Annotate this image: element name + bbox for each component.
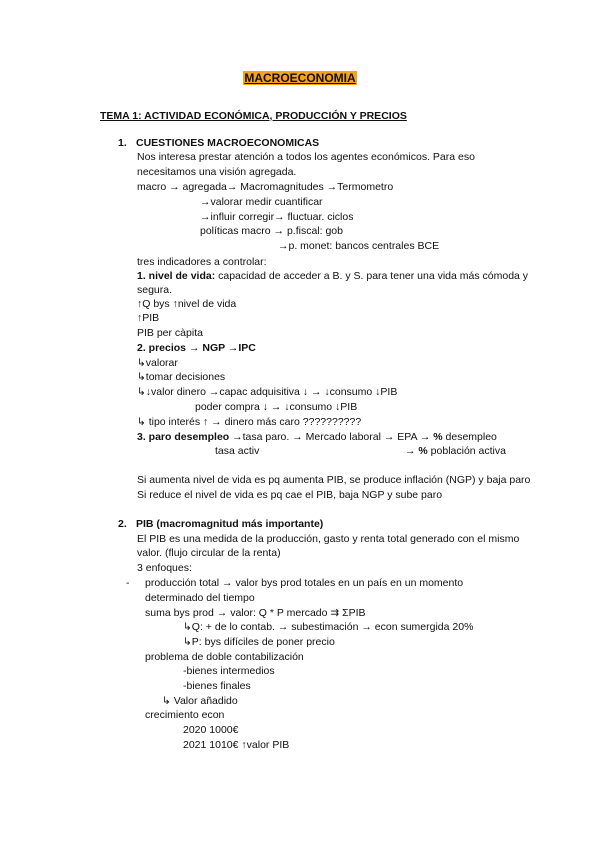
s2-q-contab: ↳Q: + de lo contab. → subestimación → econ sumergida 20% <box>183 621 474 633</box>
s1-macro-chain: macro → agregada→ Macromagnitudes →Termometro <box>137 181 394 193</box>
s1-intro-line-1: Nos interesa prestar atención a todos los agentes económicos. Para eso <box>137 151 475 163</box>
s2-def-line-1: El PIB es una medida de la producción, gasto y renta total generado con el mismo <box>137 533 520 545</box>
s1-up-pib: ↑PIB <box>137 312 160 324</box>
s2-def-line-2: valor. (flujo circular de la renta) <box>137 547 281 559</box>
s1-politicas: políticas macro → p.fiscal: gob <box>200 225 343 237</box>
s2-valor-anadido: ↳ Valor añadido <box>162 695 238 707</box>
poblacion-pct: % <box>418 445 428 457</box>
s1-nivel-vida <box>137 269 528 283</box>
s2-prod-total: producción total → valor bys prod totales en un país en un momento <box>145 577 464 589</box>
nivel-vida-label: 1. nivel de vida: <box>137 270 216 282</box>
s2-intermedios: -bienes intermedios <box>183 665 275 677</box>
s1-segura: segura. <box>137 284 173 296</box>
s1-tasa-activ: tasa activ <box>215 445 260 457</box>
s2-suma: suma bys prod → valor: Q * P mercado ⇉ ΣPIB <box>145 607 366 619</box>
section-2-number: 2. <box>118 518 127 530</box>
paro-label: 3. paro desempleo <box>137 431 230 443</box>
s2-dash: - <box>126 577 130 589</box>
s1-precios: 2. precios → NGP →IPC <box>137 342 256 354</box>
s1-q-bys: ↑Q bys ↑nivel de vida <box>137 298 237 310</box>
s2-crecimiento: crecimiento econ <box>145 709 225 721</box>
s1-pib-per-capita: PIB per càpita <box>137 327 203 339</box>
s1-tomar-decisiones: ↳tomar decisiones <box>137 371 226 383</box>
nivel-vida-text: capacidad de acceder a B. y S. para tener una vida más cómoda y <box>215 270 529 282</box>
s1-poblacion-activa <box>405 444 506 458</box>
s1-tres-indicadores: tres indicadores a controlar: <box>137 256 267 268</box>
page-title <box>0 71 600 85</box>
section-2-title: PIB (macromagnitud más importante) <box>136 518 324 530</box>
paro-pct: % <box>433 431 446 443</box>
s1-valor-dinero: ↳↓valor dinero →capac adquisitiva ↓ → ↓consumo ↓PIB <box>137 386 398 398</box>
section-1-number: 1. <box>118 137 127 149</box>
paro-tail: desempleo <box>445 431 497 443</box>
s1-intro-line-2: necesitamos una visión agregada. <box>137 166 297 178</box>
s1-influir: →influir corregir→ fluctuar. ciclos <box>200 211 354 223</box>
s1-tipo-interes: ↳ tipo interés ↑ → dinero más caro ?????????? <box>137 416 362 428</box>
s1-valorar-2: ↳valorar <box>137 357 178 369</box>
s1-si-aumenta: Si aumenta nivel de vida es pq aumenta PIB, se produce inflación (NGP) y baja paro <box>137 474 531 486</box>
s2-year-2021: 2021 1010€ ↑valor PIB <box>183 739 290 751</box>
topic-heading: TEMA 1: ACTIVIDAD ECONÓMICA, PRODUCCIÓN Y PRECIOS <box>100 110 407 122</box>
s1-valorar: →valorar medir cuantificar <box>200 196 323 208</box>
section-2-heading <box>118 517 323 531</box>
s2-enfoques: 3 enfoques: <box>137 562 192 574</box>
s2-finales: -bienes finales <box>183 680 251 692</box>
s2-determinado: determinado del tiempo <box>145 592 255 604</box>
s1-monet: →p. monet: bancos centrales BCE <box>278 240 440 252</box>
s1-paro <box>137 430 497 444</box>
paro-text: →tasa paro. → Mercado laboral → EPA → <box>229 431 431 443</box>
s1-poder-compra: poder compra ↓ → ↓consumo ↓PIB <box>195 401 358 413</box>
title-highlight: MACROECONOMIA <box>244 71 356 85</box>
s2-year-2020: 2020 1000€ <box>183 724 239 736</box>
section-1-title: CUESTIONES MACROECONOMICAS <box>136 137 320 149</box>
s1-si-reduce: Si reduce el nivel de vida es pq cae el PIB, baja NGP y sube paro <box>137 489 443 501</box>
poblacion-text: población activa <box>427 445 506 457</box>
section-1-heading <box>118 136 319 150</box>
s2-problema: problema de doble contabilización <box>145 651 304 663</box>
s2-p-bys: ↳P: bys difíciles de poner precio <box>183 636 335 648</box>
poblacion-arrow: → <box>405 445 419 457</box>
